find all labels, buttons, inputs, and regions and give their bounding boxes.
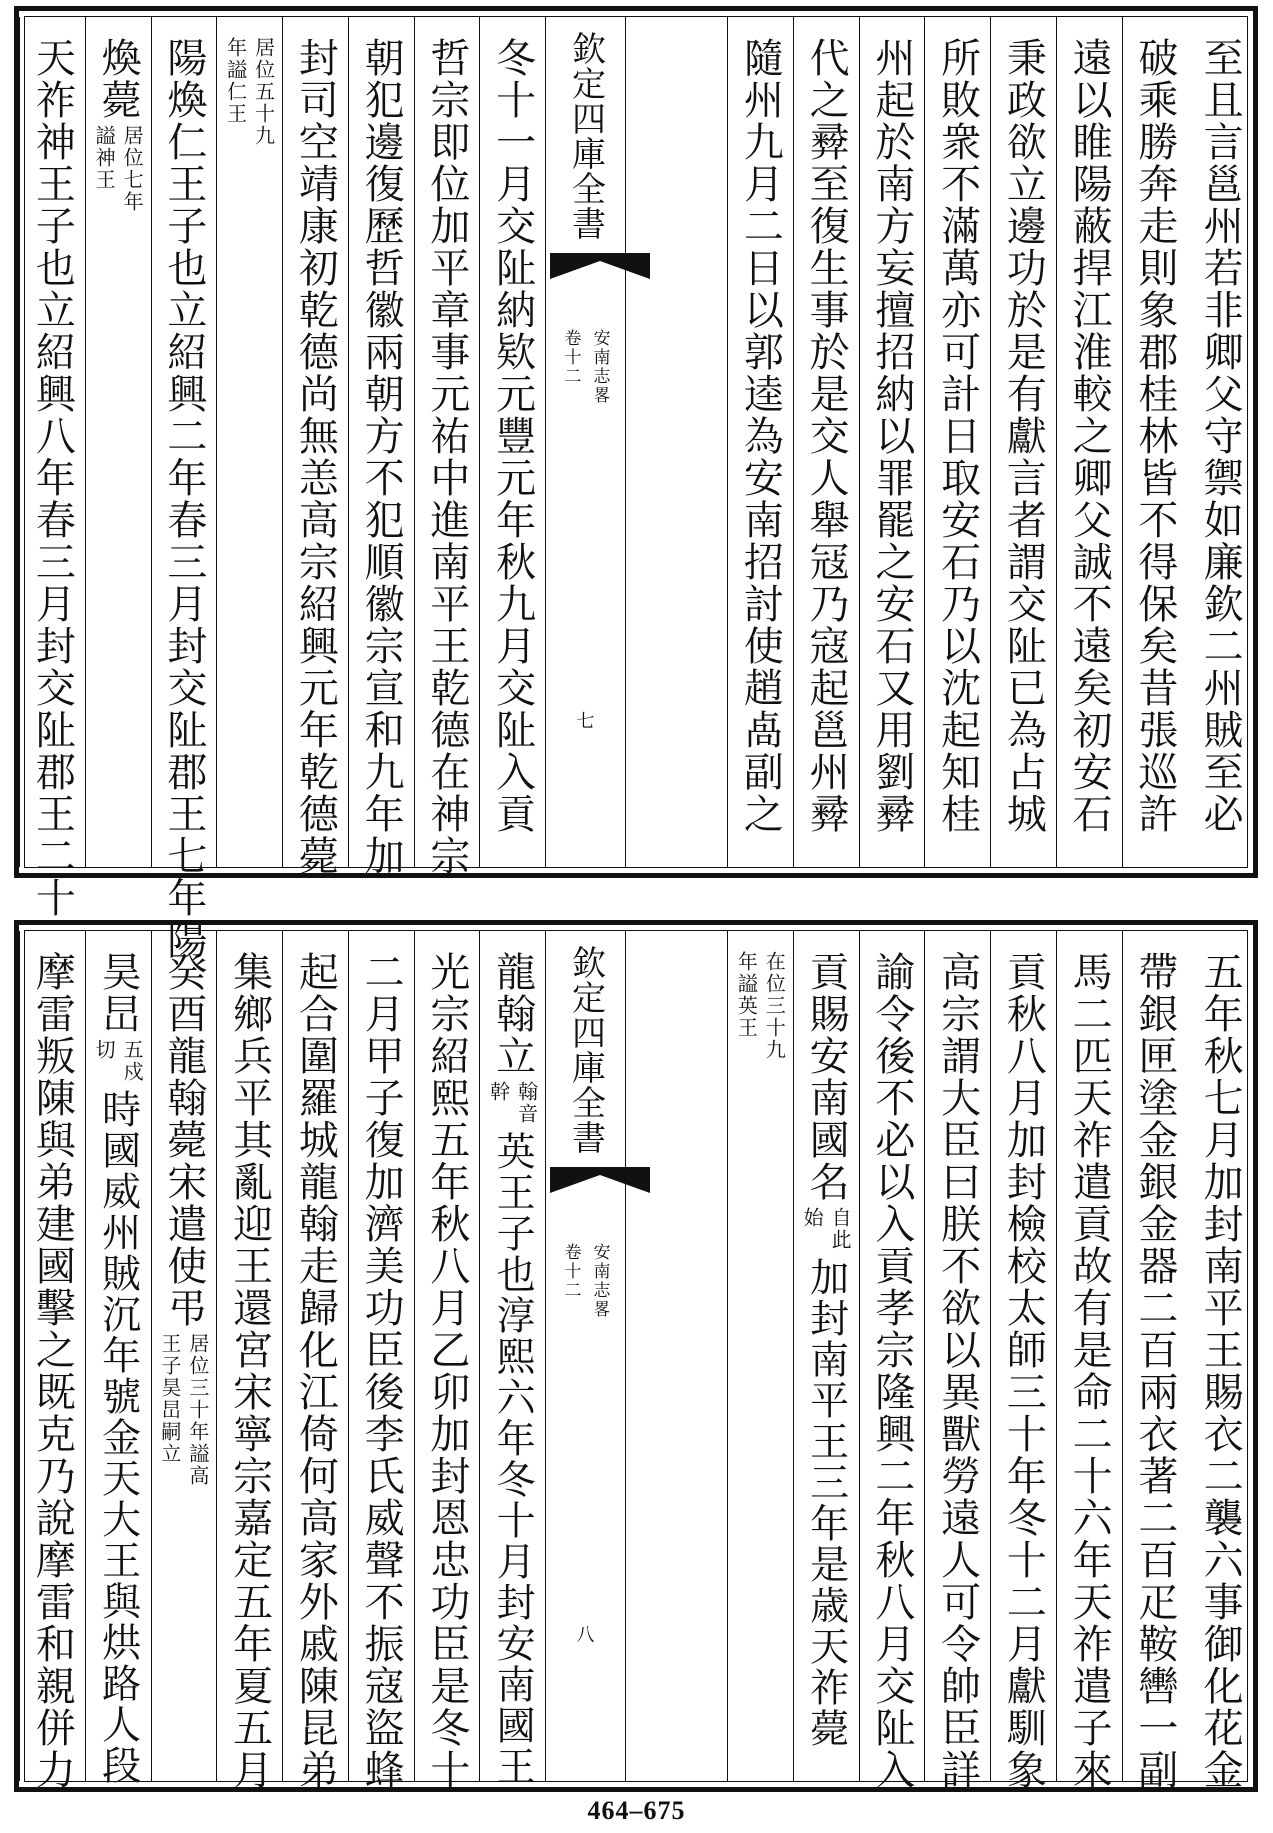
column-text: 哲宗即位加平章事元祐中進南平王乾德在神宗 [423,37,470,877]
text-column [924,17,990,867]
band-page-number: 七 [576,711,595,732]
column-text: 隨州九月二日以郭逵為安南招討使趙卨副之 [737,37,784,835]
text-column [85,931,151,1786]
column-text: 起合圍羅城龍翰走歸化江倚何高家外戚陳昆弟 [292,951,339,1791]
column-text: 天祚神王子也立紹興八年春三月封交阯郡王二十 [29,37,76,919]
interlinear-note: 王子昊旵嗣立 [157,1333,182,1465]
column-text: 貢賜安南國名 [803,951,850,1203]
interlinear-note: 謚神王 [92,125,117,191]
column-text-continued: 英王子也淳熙六年冬十月封安南國王 [490,1131,536,1787]
center-band [545,17,626,867]
text-column [859,931,925,1791]
column-text: 煥薨 [95,37,142,121]
text-column [859,17,925,867]
interlinear-note: 切 [92,1039,117,1061]
text-column [479,17,545,867]
fishtail-mark-icon [550,253,650,279]
column-text: 遠以睢陽蔽捍江淮較之卿父誠不遠矣初安石 [1066,37,1113,835]
interlinear-note: 年謚仁王 [223,37,248,125]
annotation-group [217,37,282,147]
band-subtitle-line: 安南志畧 [589,329,610,405]
column-text: 朝犯邊復歷哲徽兩朝方不犯順徽宗宣和九年加 [358,37,405,877]
column-text: 光宗紹熙五年秋八月乙卯加封恩忠功臣是冬十 [423,951,470,1791]
column-text: 代之彛至復生事於是交人舉冦乃寇起邕州彛 [803,37,850,835]
column-text: 陽煥仁王子也立紹興二年春三月封交阯郡王七年陽 [160,37,207,961]
text-column [151,17,217,961]
column-text: 破乘勝奔走則象郡桂林皆不得保矣昔張巡許 [1131,37,1178,835]
annotation-group [480,1081,545,1125]
interlinear-note: 居位三十年謚高 [185,1333,210,1487]
band-title: 欽定四庫全書 [565,31,606,241]
interlinear-note: 五戍 [120,1039,145,1083]
annotation-group [86,125,151,213]
interlinear-note: 年謚英王 [734,951,759,1039]
upper-page [14,6,1258,961]
column-text: 貢秋八月加封檢校太師三十年冬十二月獻馴象 [1000,951,1047,1791]
band-subtitle-line: 卷十二 [560,329,581,386]
column-text-continued: 加封南平王三年是歳天祚薨 [803,1257,849,1749]
column-text: 昊旵 [95,951,142,1035]
column-text: 州起於南方妄擅招納以罪罷之安石又用劉彛 [868,37,915,835]
text-column [348,931,414,1791]
text-column [924,931,990,1791]
column-text: 冬十一月交阯納欵元豐元年秋九月交阯入貢 [489,37,536,835]
column-text: 摩雷叛陳與弟建國擊之既克乃說摩雷和親併力 [29,951,76,1791]
annotation-group [794,1207,859,1251]
text-column [1122,17,1188,867]
column-text: 癸酉龍翰薨宋遣使弔 [160,951,207,1329]
text-column [216,17,282,867]
text-column [414,931,480,1791]
interlinear-note: 居位七年 [120,125,145,213]
column-text: 龍翰立 [489,951,536,1077]
band-page-number: 八 [576,1625,595,1646]
annotation-group [728,951,793,1061]
column-text: 高宗謂大臣曰朕不欲以異獸勞遠人可令帥臣詳 [934,951,981,1791]
annotation-group [86,1039,151,1083]
band-subtitle [559,329,613,405]
text-column [282,17,348,877]
fishtail-mark-icon [550,1167,650,1193]
text-column [151,931,217,1781]
text-column [1187,931,1253,1791]
interlinear-note: 始 [800,1207,825,1229]
text-column [793,931,859,1781]
column-text: 帶銀匣塗金銀金器二百兩衣著二百疋鞍轡一副 [1131,951,1178,1791]
text-column [990,931,1056,1791]
column-text: 二月甲子復加濟美功臣後李氏威聲不振寇盜蜂 [358,951,405,1791]
column-text: 封司空靖康初乾德尚無恙高宗紹興元年乾德薨 [292,37,339,877]
column-text: 秉政欲立邊功於是有獻言者謂交阯已為占城 [1000,37,1047,835]
text-column [282,931,348,1791]
interlinear-note: 在位三十九 [762,951,787,1061]
annotation-group [152,1333,217,1487]
column-text: 集鄉兵平其亂迎王還宮宋寧宗嘉定五年夏五月 [226,951,273,1791]
text-column [1056,17,1122,867]
text-column [216,931,282,1791]
interlinear-note: 居位五十九 [251,37,276,147]
lower-page [14,920,1258,1792]
text-column [414,17,480,877]
column-text: 馬二匹天祚遣貢故有是命二十六年天祚遣子來 [1066,951,1113,1791]
column-text: 五年秋七月加封南平王賜衣二襲六事御化花金 [1197,951,1244,1791]
band-subtitle-line: 安南志畧 [589,1243,610,1319]
band-subtitle-line: 卷十二 [560,1243,581,1300]
interlinear-note: 幹 [486,1081,511,1103]
text-column [1187,17,1253,867]
column-text: 所敗衆不滿萬亦可計日取安石乃以沈起知桂 [934,37,981,835]
text-column [19,931,85,1791]
interlinear-note: 自此 [828,1207,853,1251]
text-column [727,17,793,867]
column-text: 至且言邕州若非卿父守禦如廉欽二州賊至必 [1197,37,1244,835]
text-column [348,17,414,877]
column-text-continued: 時國威州賊沉年號金天大王與烘路人段 [95,1089,141,1786]
band-title: 欽定四庫全書 [565,945,606,1155]
text-column [19,17,85,919]
center-band [545,931,626,1781]
column-text: 諭令後不必以入貢孝宗隆興二年秋八月交阯入 [868,951,915,1791]
text-column [479,931,545,1787]
text-column [1056,931,1122,1791]
text-column [990,17,1056,867]
text-column [85,17,151,867]
text-column [793,17,859,867]
page-number: 464–675 [587,1796,686,1825]
text-column [1122,931,1188,1791]
interlinear-note: 翰音 [514,1081,539,1125]
band-subtitle [559,1243,613,1319]
text-column [727,931,793,1781]
